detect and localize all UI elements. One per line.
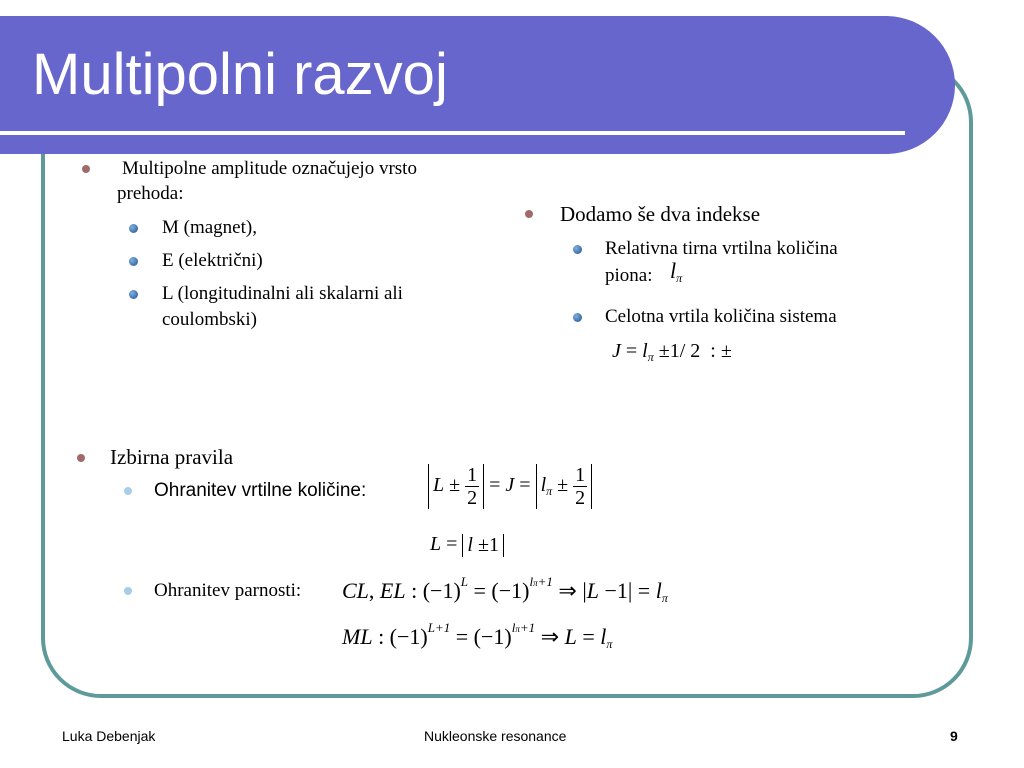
- slide-title: Multipolni razvoj: [32, 42, 448, 107]
- total-angular-momentum: Celotna vrtila količina sistema: [605, 306, 837, 327]
- parity-formula-cl-el: CL, EL : $(-1)^L = (-1)^{l\pi+1}$ ⇒ $|L -1| = l_\pi$: [342, 574, 668, 605]
- parity-formula-ml: ML : $(-1)^{L+1} = (-1)^{l\pi+1}$ ⇒ $L = l_\pi$: [342, 620, 613, 651]
- bullet-icon: [82, 165, 90, 173]
- sub-bullet-icon: [129, 224, 138, 233]
- sub-item-longitudinal-line2: coulombski): [162, 309, 257, 330]
- pion-l-formula: $l_\pi$: [670, 258, 683, 285]
- sub-item-electric: E (električni): [162, 250, 263, 271]
- bullet-icon: [77, 454, 85, 462]
- sub-item-longitudinal-line1: L (longitudinalni ali skalarni ali: [162, 283, 403, 304]
- page-number: 9: [950, 728, 958, 744]
- j-formula: $J = l_\pi \pm 1/$ 2 : ±: [612, 340, 732, 364]
- sub-bullet-icon: [129, 257, 138, 266]
- sub-bullet-icon: [573, 313, 582, 322]
- angular-momentum-formula: L ± $\frac{1}{2}$ = $J = l_\pi$ ± $\frac{1}{2}$: [428, 464, 592, 509]
- sub-item-magnet: M (magnet),: [162, 217, 257, 238]
- parity-rule: Ohranitev parnosti:: [154, 580, 302, 601]
- orbital-line1: Relativna tirna vrtilna količina: [605, 238, 838, 259]
- footer-topic: Nukleonske resonance: [424, 728, 567, 744]
- sub-bullet-icon: [124, 487, 132, 495]
- multipole-bullet-line2: prehoda:: [117, 183, 184, 204]
- footer-author: Luka Debenjak: [62, 728, 156, 744]
- multipole-bullet-line1: Multipolne amplitude označujejo vrsto: [122, 158, 417, 179]
- title-underline: [0, 131, 905, 135]
- orbital-line2: piona:: [605, 265, 653, 286]
- indices-bullet: Dodamo še dva indekse: [560, 202, 761, 226]
- l-formula: L = l ±1: [430, 533, 504, 557]
- sub-bullet-icon: [573, 245, 582, 254]
- angular-momentum-rule: Ohranitev vrtilne količine:: [154, 480, 367, 501]
- sub-bullet-icon: [129, 290, 138, 299]
- bullet-icon: [525, 210, 533, 218]
- sub-bullet-icon: [124, 587, 132, 595]
- selection-rules-bullet: Izbirna pravila: [110, 445, 234, 469]
